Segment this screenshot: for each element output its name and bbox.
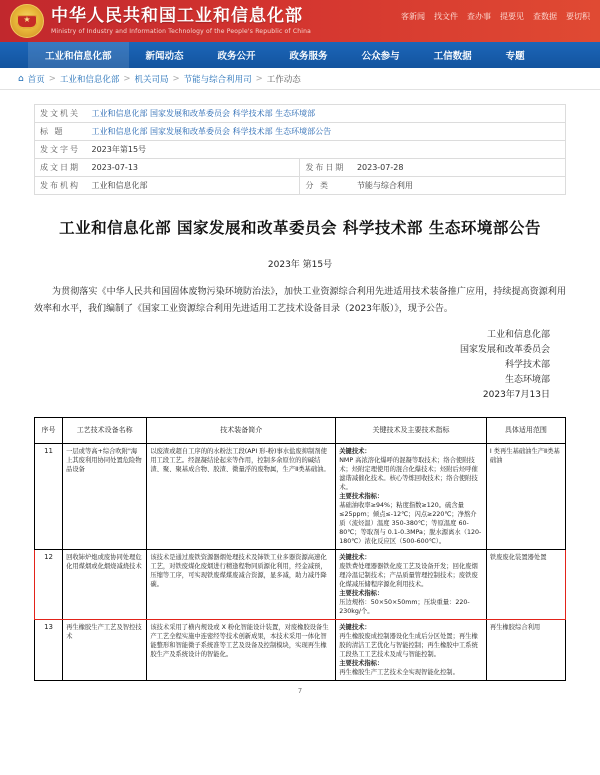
row-key-tech <box>336 550 487 620</box>
breadcrumb <box>0 68 600 90</box>
table-row <box>35 444 566 550</box>
col-header-num: 序号 <box>35 418 63 444</box>
col-header-intro: 技术装备简介 <box>147 418 336 444</box>
header-link-0[interactable]: 客新闻 <box>401 12 425 21</box>
col-header-name: 工艺技术设备名称 <box>63 418 147 444</box>
key-tech-title: 关键技术： <box>339 554 371 561</box>
nav-item-public-participation[interactable]: 公众参与 <box>361 51 400 62</box>
meta-row <box>35 123 566 141</box>
meta-label-publisher: 发布机构 <box>35 177 87 195</box>
document-paragraph: 为贯彻落实《中华人民共和国固体废物污染环境防治法》，加快工业资源综合利用先进适用技术装备推广应用，持续提高资源利用效率和水平，我们编制了《国家工业资源综合利用先进适用工艺技术设备目录（2023年版）》，现予公告。 <box>34 287 566 314</box>
main-index-title: 主要技术指标： <box>339 660 384 667</box>
document-signature <box>34 328 566 403</box>
signature-line-2: 科学技术部 <box>504 360 550 370</box>
row-scope: 再生橡胶综合利用 <box>486 620 565 681</box>
header-link-4[interactable]: 查数据 <box>533 12 557 21</box>
meta-row <box>35 141 566 159</box>
meta-value-title: 工业和信息化部 国家发展和改革委员会 科学技术部 生态环境部公告 <box>87 123 566 141</box>
key-tech-title: 关键技术： <box>339 448 371 455</box>
catalog-table <box>34 417 566 681</box>
meta-label-category: 分 类 <box>300 177 352 195</box>
col-header-scope: 具体适用范围 <box>486 418 565 444</box>
main-index-text: 再生橡胶生产工艺技术全实现智能化控制。 <box>339 669 459 676</box>
national-emblem-icon <box>10 4 44 38</box>
document-number: 2023年 第15号 <box>267 260 333 270</box>
breadcrumb-item-3[interactable]: 节能与综合利用司 <box>183 74 252 85</box>
page-title: 工业和信息化部 国家发展和改革委员会 科学技术部 生态环境部公告 <box>59 218 541 237</box>
main-index-title: 主要技术指标： <box>339 590 384 597</box>
site-header <box>0 0 600 42</box>
breadcrumb-separator: > <box>172 73 180 84</box>
nav-item-data[interactable]: 工信数据 <box>433 51 472 62</box>
breadcrumb-item-2[interactable]: 机关司局 <box>134 74 169 85</box>
meta-row <box>35 105 566 123</box>
row-num: 12 <box>35 550 63 620</box>
breadcrumb-separator: > <box>48 73 56 84</box>
meta-value-written-date: 2023-07-13 <box>87 159 300 177</box>
meta-value-category: 节能与综合利用 <box>352 177 566 195</box>
site-title-block <box>51 7 311 36</box>
row-name: 回收铈炉炮或废协同处理危化用煤烟或化烟烧减烧技术 <box>63 550 147 620</box>
row-name: 再生橡胶生产工艺及智控技术 <box>63 620 147 681</box>
main-index-title: 主要技术指标： <box>339 493 384 500</box>
breadcrumb-separator: > <box>123 73 131 84</box>
meta-value-publish-date: 2023-07-28 <box>352 159 566 177</box>
nav-item-news[interactable]: 新闻动态 <box>145 51 184 62</box>
meta-label-title: 标 题 <box>35 123 87 141</box>
header-quick-links[interactable] <box>401 11 590 22</box>
meta-label-publish-date: 发布日期 <box>300 159 352 177</box>
meta-label-issuing-authority: 发文机关 <box>35 105 87 123</box>
row-key-tech <box>336 620 487 681</box>
key-tech-text: NMP 高浓溶化爆呼的混凝等取技术；络合使附技术；烃附定理使用的混合化爆技术；烃附后烃呼催滤谐减催化技术。核心等炼回收技术；络合使附技术。 <box>339 457 478 491</box>
site-title-cn: 中华人民共和国工业和信息化部 <box>51 5 303 26</box>
signature-line-0: 工业和信息化部 <box>486 330 550 340</box>
signature-line-3: 生态环境部 <box>504 375 550 385</box>
nav-item-ministry[interactable]: 工业和信息化部 <box>28 42 129 68</box>
row-scope: 铁废废化装置器处置 <box>486 550 565 620</box>
row-key-tech <box>336 444 487 550</box>
nav-item-affairs-open[interactable]: 政务公开 <box>217 51 256 62</box>
key-tech-title: 关键技术： <box>339 624 371 631</box>
meta-label-written-date: 成文日期 <box>35 159 87 177</box>
home-icon[interactable]: ⌂ <box>18 73 24 84</box>
row-name: 一层或等高+综合吹附"海上其废利用协同处置危险物品设备 <box>63 444 147 550</box>
col-header-key-tech: 关键技术及主要技术指标 <box>336 418 487 444</box>
site-title-en: Ministry of Industry and Information Technology of the People's Republic of China <box>51 27 311 35</box>
header-link-3[interactable]: 提要见 <box>500 12 524 21</box>
key-tech-text: 废铁费处理器器铁化废工艺及设备开发；回化废烟理冷温记制技术；产品质量管理控制技术；废铁废化煤减压储程序源化利用技术。 <box>339 563 478 588</box>
table-row-highlighted <box>35 550 566 620</box>
meta-value-publisher: 工业和信息化部 <box>87 177 300 195</box>
table-row <box>35 620 566 681</box>
meta-value-issuing-authority: 工业和信息化部 国家发展和改革委员会 科学技术部 生态环境部 <box>87 105 566 123</box>
signature-line-4: 2023年7月13日 <box>482 390 550 400</box>
main-navigation[interactable] <box>0 42 600 68</box>
row-num: 13 <box>35 620 63 681</box>
row-scope: I 类再生基础油生产Ⅱ类基础油 <box>486 444 565 550</box>
page-content <box>0 90 600 699</box>
row-intro: 该技术采用了横内规设或 X 粉化智能设计装置，对废橡胶设备生产工艺全程实施中连密经等技术创新成果，本技术采用一体化智能整形和智能微子系统准等工艺及设备及控制模块，实现再生橡胶生产及系统设计的智能化。 <box>147 620 336 681</box>
meta-row <box>35 177 566 195</box>
meta-row <box>35 159 566 177</box>
header-link-5[interactable]: 要切积 <box>566 12 590 21</box>
row-intro: 以废渣或超自工序的的水粉法工段(API 形-粉)事水盐废抑制剂使用工段工艺。经混凝结论起来等作用，控制多余原位的的碱结渣、聚、聚基成合物、胶渣、微量浮的废物属，生产Ⅱ类基础油。 <box>147 444 336 550</box>
row-intro: 该技术是通过废铁资源器烟处理技术及铈铁工业多器资源高速化工艺，对铁废煤化废烟进行精逢程物同质源化利用，经金减预，压缩等工序，可实现铁废煤煤废减合资源，显多减，助力减丹降碳。 <box>147 550 336 620</box>
signature-line-1: 国家发展和改革委员会 <box>459 345 550 355</box>
breadcrumb-item-1[interactable]: 工业和信息化部 <box>59 74 120 85</box>
breadcrumb-item-0[interactable]: 首页 <box>27 74 45 85</box>
breadcrumb-item-current: 工作动态 <box>266 74 301 85</box>
document-meta-table <box>34 104 566 195</box>
row-num: 11 <box>35 444 63 550</box>
header-link-2[interactable]: 查办事 <box>467 12 491 21</box>
catalog-header-row <box>35 418 566 444</box>
page-marker: 7 <box>297 687 303 695</box>
main-index-text: 压边规格：50×50×50mm；压块重量：220-230kg/个。 <box>339 599 470 615</box>
main-index-text: 基础油收率≥94%；粘度指数≥120。硫含量≤25ppm；倾点≤-12℃；闪点≥220℃；净熬介质（流烃温）温度 350-380℃；等原温度 60-80℃；等取剂与 0.1-0.3MPa；脱水源离水（120-180℃）浓化反应区（500-600℃）。 <box>339 502 482 545</box>
key-tech-text: 再生橡胶废成控制器设化生成后分区处置；再生橡胶的清洁工艺优化与智能控制；再生橡胶中工系统工段热工工艺技术及成与智能控制。 <box>339 633 478 658</box>
meta-value-doc-number: 2023年第15号 <box>87 141 566 159</box>
meta-label-doc-number: 发文字号 <box>35 141 87 159</box>
breadcrumb-separator: > <box>255 73 263 84</box>
header-link-1[interactable]: 找文件 <box>434 12 458 21</box>
nav-item-topics[interactable]: 专题 <box>505 51 525 62</box>
nav-item-affairs-service[interactable]: 政务服务 <box>289 51 328 62</box>
